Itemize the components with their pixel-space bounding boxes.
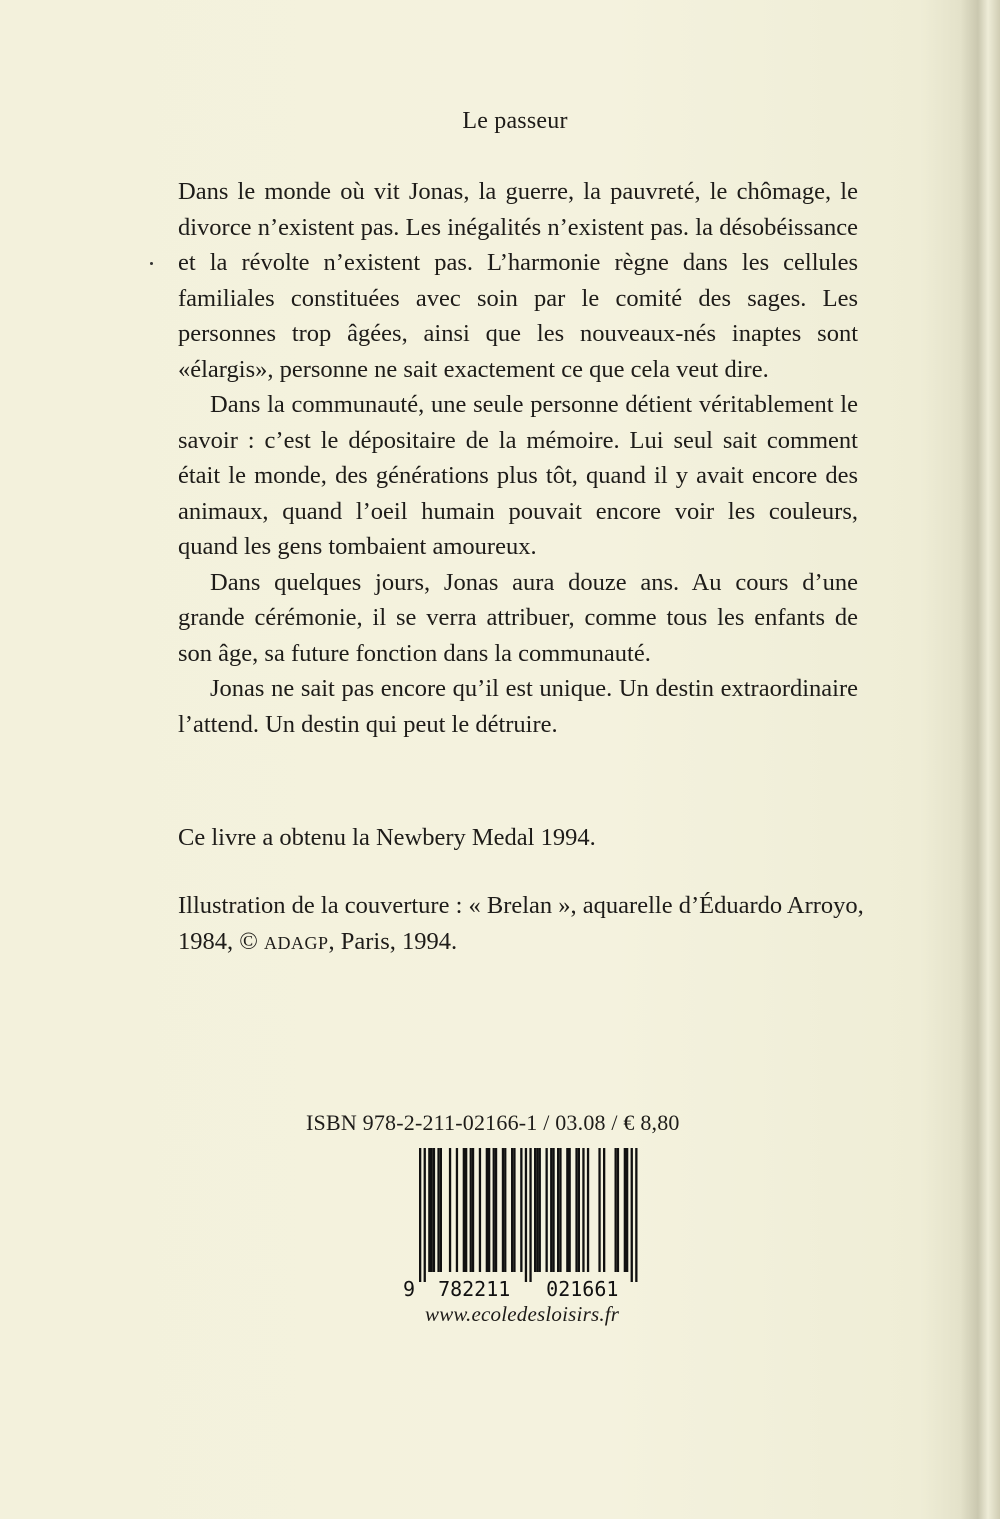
barcode-bar bbox=[419, 1148, 421, 1282]
barcode-bar bbox=[550, 1148, 552, 1272]
barcode-bar bbox=[575, 1148, 577, 1272]
barcode-bar bbox=[557, 1148, 559, 1272]
page-edge-shadow bbox=[960, 0, 1000, 1519]
barcode-bar bbox=[578, 1148, 580, 1272]
barcode-bar bbox=[511, 1148, 513, 1272]
barcode-bar bbox=[465, 1148, 467, 1272]
barcode-bar bbox=[559, 1148, 561, 1272]
barcode-graphic bbox=[395, 1148, 655, 1308]
barcode-right-digits: 021661 bbox=[546, 1277, 619, 1301]
barcode-bar bbox=[624, 1148, 626, 1272]
barcode-bar bbox=[472, 1148, 474, 1272]
barcode-bar bbox=[598, 1148, 600, 1272]
barcode-bar bbox=[617, 1148, 619, 1272]
publisher-website: www.ecoledesloisirs.fr bbox=[425, 1302, 620, 1326]
barcode-bar bbox=[424, 1148, 426, 1282]
barcode-bar bbox=[631, 1148, 633, 1282]
award-note: Ce livre a obtenu la Newbery Medal 1994. bbox=[178, 824, 596, 851]
isbn-price-line: ISBN 978-2-211-02166-1 / 03.08 / € 8,80 bbox=[306, 1110, 680, 1135]
barcode-bar bbox=[504, 1148, 506, 1272]
barcode-lead-digit: 9 bbox=[402, 1277, 416, 1301]
barcode-bar bbox=[513, 1148, 515, 1272]
barcode-bar bbox=[479, 1148, 481, 1272]
barcode-bar bbox=[486, 1148, 488, 1272]
illustration-credit-end: , Paris, 1994. bbox=[328, 928, 458, 955]
synopsis bbox=[178, 174, 858, 742]
barcode-bar bbox=[539, 1148, 541, 1272]
barcode-bar bbox=[626, 1148, 628, 1272]
barcode-bar bbox=[440, 1148, 442, 1272]
barcode-bar bbox=[615, 1148, 617, 1272]
synopsis-paragraph-1: Dans le monde où vit Jonas, la guerre, la pauvreté, le chômage, le divorce n’existent pas. Les inégalités n’existent pas. la désobéissance et la révolte n’existent pas. L’harmonie règne dans les cellules familiales constituées avec soin par le comité des sages. Les personnes trop âgées, ainsi que les nouveaux-nés inaptes sont «élargis», personne ne sait exactement ce que cela veut dire. bbox=[178, 178, 858, 383]
barcode-bar bbox=[488, 1148, 490, 1272]
barcode-bar bbox=[431, 1148, 433, 1272]
synopsis-paragraph-2: Dans la communauté, une seule personne détient véritablement le savoir : c’est le dépositaire de la mémoire. Lui seul sait comment était le monde, des générations plus tôt, quand il y avait encore des animaux, quand l’oeil humain pouvait encore voir les couleurs, quand les gens tombaient amoureux. bbox=[178, 391, 858, 560]
barcode-bar bbox=[635, 1148, 637, 1282]
barcode-bar bbox=[546, 1148, 548, 1272]
barcode-bar bbox=[495, 1148, 497, 1272]
book-title: Le passeur bbox=[462, 108, 568, 134]
barcode-bar bbox=[428, 1148, 430, 1272]
synopsis-paragraph-3: Dans quelques jours, Jonas aura douze ans. Au cours d’une grande cérémonie, il se verra attribuer, comme tous les enfants de son âge, sa future fonction dans la communauté. bbox=[178, 568, 858, 667]
illustration-credit-text: Illustration de la couverture : « Brelan », aquarelle d’Éduardo Arroyo, 1984, © bbox=[178, 892, 864, 955]
ink-speck bbox=[150, 262, 153, 265]
barcode-bar bbox=[463, 1148, 465, 1272]
barcode-left-digits: 782211 bbox=[438, 1277, 511, 1301]
barcode-bar bbox=[433, 1148, 435, 1272]
barcode-bar bbox=[534, 1148, 536, 1272]
barcode-bar bbox=[525, 1148, 527, 1282]
barcode-bar bbox=[529, 1148, 531, 1282]
barcode-bar bbox=[502, 1148, 504, 1272]
ean-barcode bbox=[395, 1148, 655, 1308]
barcode-bar bbox=[493, 1148, 495, 1272]
barcode-bar bbox=[520, 1148, 522, 1272]
barcode-bar bbox=[437, 1148, 439, 1272]
barcode-bar bbox=[470, 1148, 472, 1272]
barcode-bar bbox=[603, 1148, 605, 1272]
barcode-bar bbox=[569, 1148, 571, 1272]
barcode-bar bbox=[582, 1148, 584, 1272]
illustration-credit bbox=[178, 888, 868, 961]
barcode-bar bbox=[536, 1148, 538, 1272]
illustration-credit-org: ADAGP bbox=[264, 933, 329, 953]
barcode-bar bbox=[449, 1148, 451, 1272]
barcode-bar bbox=[587, 1148, 589, 1272]
barcode-bar bbox=[566, 1148, 568, 1272]
synopsis-paragraph-4: Jonas ne sait pas encore qu’il est unique. Un destin extraordinaire l’attend. Un destin qui peut le détruire. bbox=[178, 675, 858, 738]
barcode-bar bbox=[456, 1148, 458, 1272]
barcode-bar bbox=[552, 1148, 554, 1272]
